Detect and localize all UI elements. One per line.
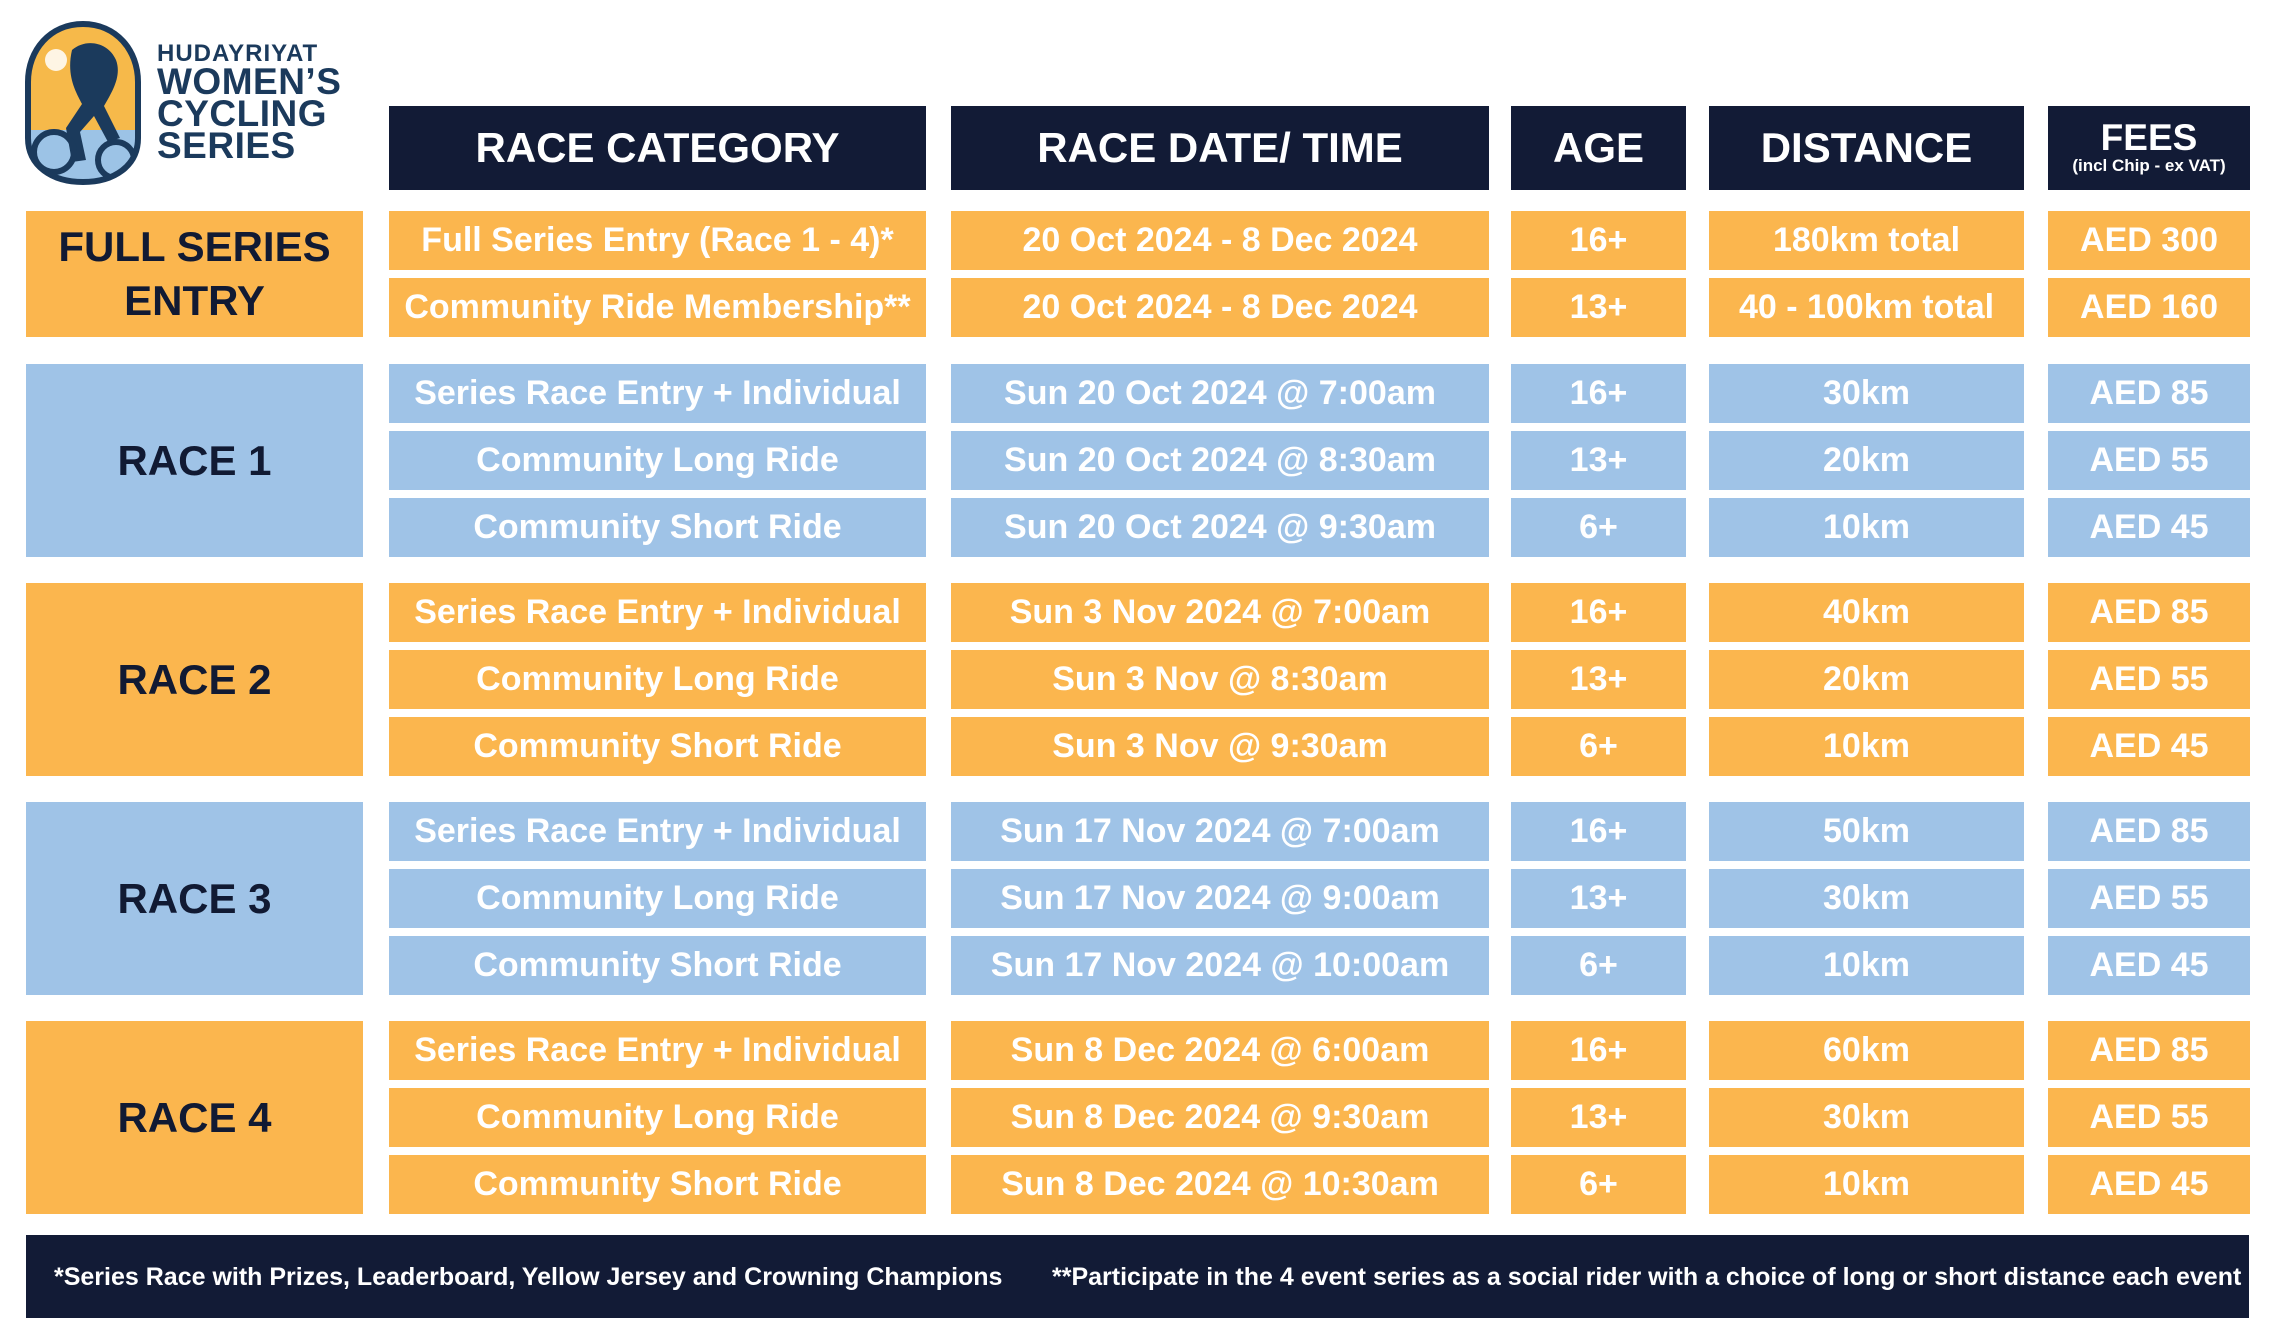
header-age: AGE: [1511, 106, 1686, 190]
fee-cell: AED 85: [2048, 1021, 2250, 1080]
date-cell: Sun 8 Dec 2024 @ 10:30am: [951, 1155, 1489, 1214]
brand-logo: [24, 20, 364, 188]
age-cell: 6+: [1511, 498, 1686, 557]
age-cell: 16+: [1511, 1021, 1686, 1080]
date-cell: Sun 8 Dec 2024 @ 9:30am: [951, 1088, 1489, 1147]
brand-line-4: SERIES: [157, 125, 296, 166]
age-cell: 16+: [1511, 211, 1686, 270]
distance-cell: 10km: [1709, 498, 2024, 557]
distance-cell: 180km total: [1709, 211, 2024, 270]
group-label: [26, 802, 363, 995]
date-cell: 20 Oct 2024 - 8 Dec 2024: [951, 278, 1489, 337]
distance-cell: 40km: [1709, 583, 2024, 642]
category-cell: Series Race Entry + Individual: [389, 583, 926, 642]
distance-cell: 40 - 100km total: [1709, 278, 2024, 337]
fee-cell: AED 45: [2048, 498, 2250, 557]
date-cell: Sun 3 Nov 2024 @ 7:00am: [951, 583, 1489, 642]
distance-cell: 20km: [1709, 650, 2024, 709]
category-cell: Community Short Ride: [389, 717, 926, 776]
age-cell: 6+: [1511, 1155, 1686, 1214]
date-cell: 20 Oct 2024 - 8 Dec 2024: [951, 211, 1489, 270]
group-label: [26, 364, 363, 557]
age-cell: 13+: [1511, 431, 1686, 490]
distance-cell: 10km: [1709, 1155, 2024, 1214]
category-cell: Series Race Entry + Individual: [389, 364, 926, 423]
category-cell: Community Long Ride: [389, 869, 926, 928]
category-cell: Community Short Ride: [389, 936, 926, 995]
cyclist-badge-icon: [24, 20, 142, 186]
category-cell: Full Series Entry (Race 1 - 4)*: [389, 211, 926, 270]
footer-notes: [26, 1235, 2249, 1318]
group-label: [26, 583, 363, 776]
category-cell: Community Short Ride: [389, 1155, 926, 1214]
fee-cell: AED 85: [2048, 364, 2250, 423]
category-cell: Series Race Entry + Individual: [389, 802, 926, 861]
header-race-date-time: RACE DATE/ TIME: [951, 106, 1489, 190]
age-cell: 16+: [1511, 802, 1686, 861]
category-cell: Series Race Entry + Individual: [389, 1021, 926, 1080]
header-distance: DISTANCE: [1709, 106, 2024, 190]
footer-note-community: **Participate in the 4 event series as a social rider with a choice of long or short distance each event: [1052, 1263, 2242, 1291]
fee-cell: AED 85: [2048, 802, 2250, 861]
date-cell: Sun 3 Nov @ 8:30am: [951, 650, 1489, 709]
group-label-line-1: RACE 4: [117, 1093, 272, 1141]
date-cell: Sun 20 Oct 2024 @ 9:30am: [951, 498, 1489, 557]
category-cell: Community Long Ride: [389, 650, 926, 709]
age-cell: 13+: [1511, 1088, 1686, 1147]
fee-cell: AED 55: [2048, 1088, 2250, 1147]
group-label: [26, 211, 363, 337]
date-cell: Sun 17 Nov 2024 @ 9:00am: [951, 869, 1489, 928]
brand-line-2: WOMEN’S: [157, 61, 342, 102]
age-cell: 16+: [1511, 583, 1686, 642]
date-cell: Sun 17 Nov 2024 @ 7:00am: [951, 802, 1489, 861]
distance-cell: 30km: [1709, 1088, 2024, 1147]
distance-cell: 10km: [1709, 936, 2024, 995]
age-cell: 6+: [1511, 936, 1686, 995]
date-cell: Sun 17 Nov 2024 @ 10:00am: [951, 936, 1489, 995]
age-cell: 16+: [1511, 364, 1686, 423]
date-cell: Sun 3 Nov @ 9:30am: [951, 717, 1489, 776]
fee-cell: AED 55: [2048, 431, 2250, 490]
date-cell: Sun 8 Dec 2024 @ 6:00am: [951, 1021, 1489, 1080]
footer-note-series: *Series Race with Prizes, Leaderboard, Yellow Jersey and Crowning Champions: [54, 1263, 1003, 1291]
group-label-line-1: RACE 1: [117, 436, 272, 484]
distance-cell: 50km: [1709, 802, 2024, 861]
fee-cell: AED 55: [2048, 869, 2250, 928]
fee-cell: AED 300: [2048, 211, 2250, 270]
distance-cell: 20km: [1709, 431, 2024, 490]
header-race-category: RACE CATEGORY: [389, 106, 926, 190]
age-cell: 13+: [1511, 650, 1686, 709]
date-cell: Sun 20 Oct 2024 @ 7:00am: [951, 364, 1489, 423]
distance-cell: 30km: [1709, 869, 2024, 928]
age-cell: 13+: [1511, 278, 1686, 337]
group-label-line-1: RACE 2: [117, 655, 272, 703]
category-cell: Community Long Ride: [389, 1088, 926, 1147]
distance-cell: 10km: [1709, 717, 2024, 776]
distance-cell: 60km: [1709, 1021, 2024, 1080]
header-fees: [2048, 106, 2250, 190]
group-label-line-1: FULL SERIES: [58, 223, 331, 270]
brand-line-1: HUDAYRIYAT: [157, 40, 319, 67]
brand-wordmark: [157, 40, 342, 166]
fee-cell: AED 85: [2048, 583, 2250, 642]
category-cell: Community Short Ride: [389, 498, 926, 557]
category-cell: Community Long Ride: [389, 431, 926, 490]
fee-cell: AED 160: [2048, 278, 2250, 337]
fee-cell: AED 55: [2048, 650, 2250, 709]
brand-line-3: CYCLING: [157, 93, 327, 134]
header-fees-label: FEES: [2100, 117, 2198, 158]
age-cell: 6+: [1511, 717, 1686, 776]
fee-cell: AED 45: [2048, 936, 2250, 995]
group-label-line-1: RACE 3: [117, 874, 272, 922]
group-label-line-2: ENTRY: [124, 277, 265, 324]
header-fees-note: (incl Chip - ex VAT): [2072, 156, 2226, 175]
age-cell: 13+: [1511, 869, 1686, 928]
fee-cell: AED 45: [2048, 717, 2250, 776]
category-cell: Community Ride Membership**: [389, 278, 926, 337]
group-label: [26, 1021, 363, 1214]
date-cell: Sun 20 Oct 2024 @ 8:30am: [951, 431, 1489, 490]
distance-cell: 30km: [1709, 364, 2024, 423]
fee-cell: AED 45: [2048, 1155, 2250, 1214]
